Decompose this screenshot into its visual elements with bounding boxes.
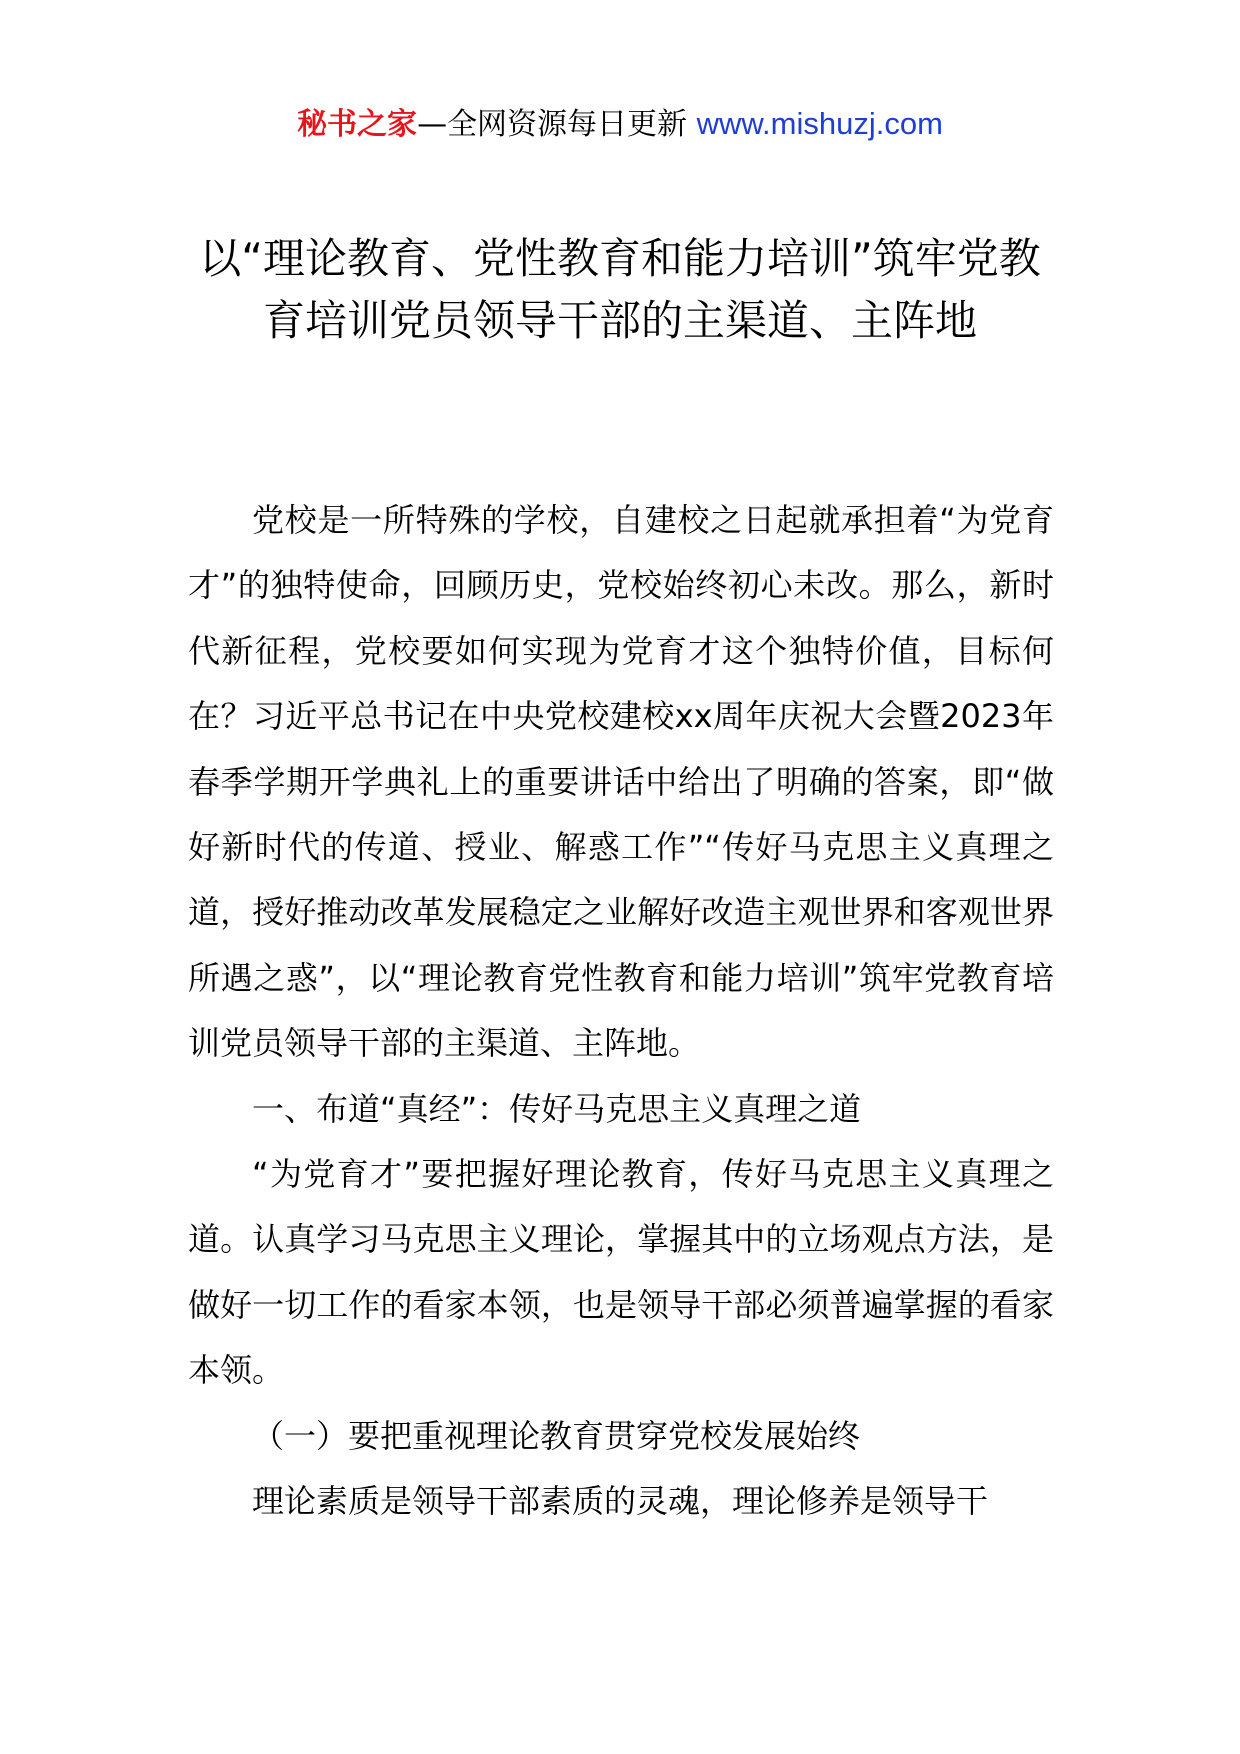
subsection-1-paragraph: 理论素质是领导干部素质的灵魂，理论修养是领导干: [252, 1482, 989, 1521]
brand-name: 秘书之家: [297, 107, 418, 142]
section-heading-1: 一、布道“真经”：传好马克思主义真理之道: [252, 1089, 862, 1128]
section-1-paragraph: “为党育才”要把握好理论教育，传好马克思主义真理之道。认真学习马克思主义理论，掌握其中的立场观点方法，是做好一切工作的看家本领，也是领导干部必须普遍掌握的看家本领。: [188, 1155, 1054, 1390]
document-title: 以“理论教育、党性教育和能力培训”筑牢党教育培训党员领导干部的主渠道、主阵地: [199, 234, 1041, 345]
header-tagline: —全网资源每日更新: [417, 107, 688, 142]
site-url: www.mishuzj.com: [696, 106, 943, 141]
document-body: [188, 488, 1054, 1535]
intro-paragraph: 党校是一所特殊的学校，自建校之日起就承担着“为党育才”的独特使命，回顾历史，党校始终初心未改。那么，新时代新征程，党校要如何实现为党育才这个独特价值，目标何在？习近平总书记在中央党校建校xx周年庆祝大会暨2023年春季学期开学典礼上的重要讲话中给出了明确的答案，即“做好新时代的传道、授业、解惑工作”“传好马克思主义真理之道，授好推动改革发展稳定之业解好改造主观世界和客观世界所遇之惑”，以“理论教育党性教育和能力培训”筑牢党教育培训党员领导干部的主渠道、主阵地。: [188, 501, 1054, 1063]
page-header: [0, 104, 1240, 145]
subsection-heading-1: （一）要把重视理论教育贯穿党校发展始终: [252, 1416, 861, 1455]
